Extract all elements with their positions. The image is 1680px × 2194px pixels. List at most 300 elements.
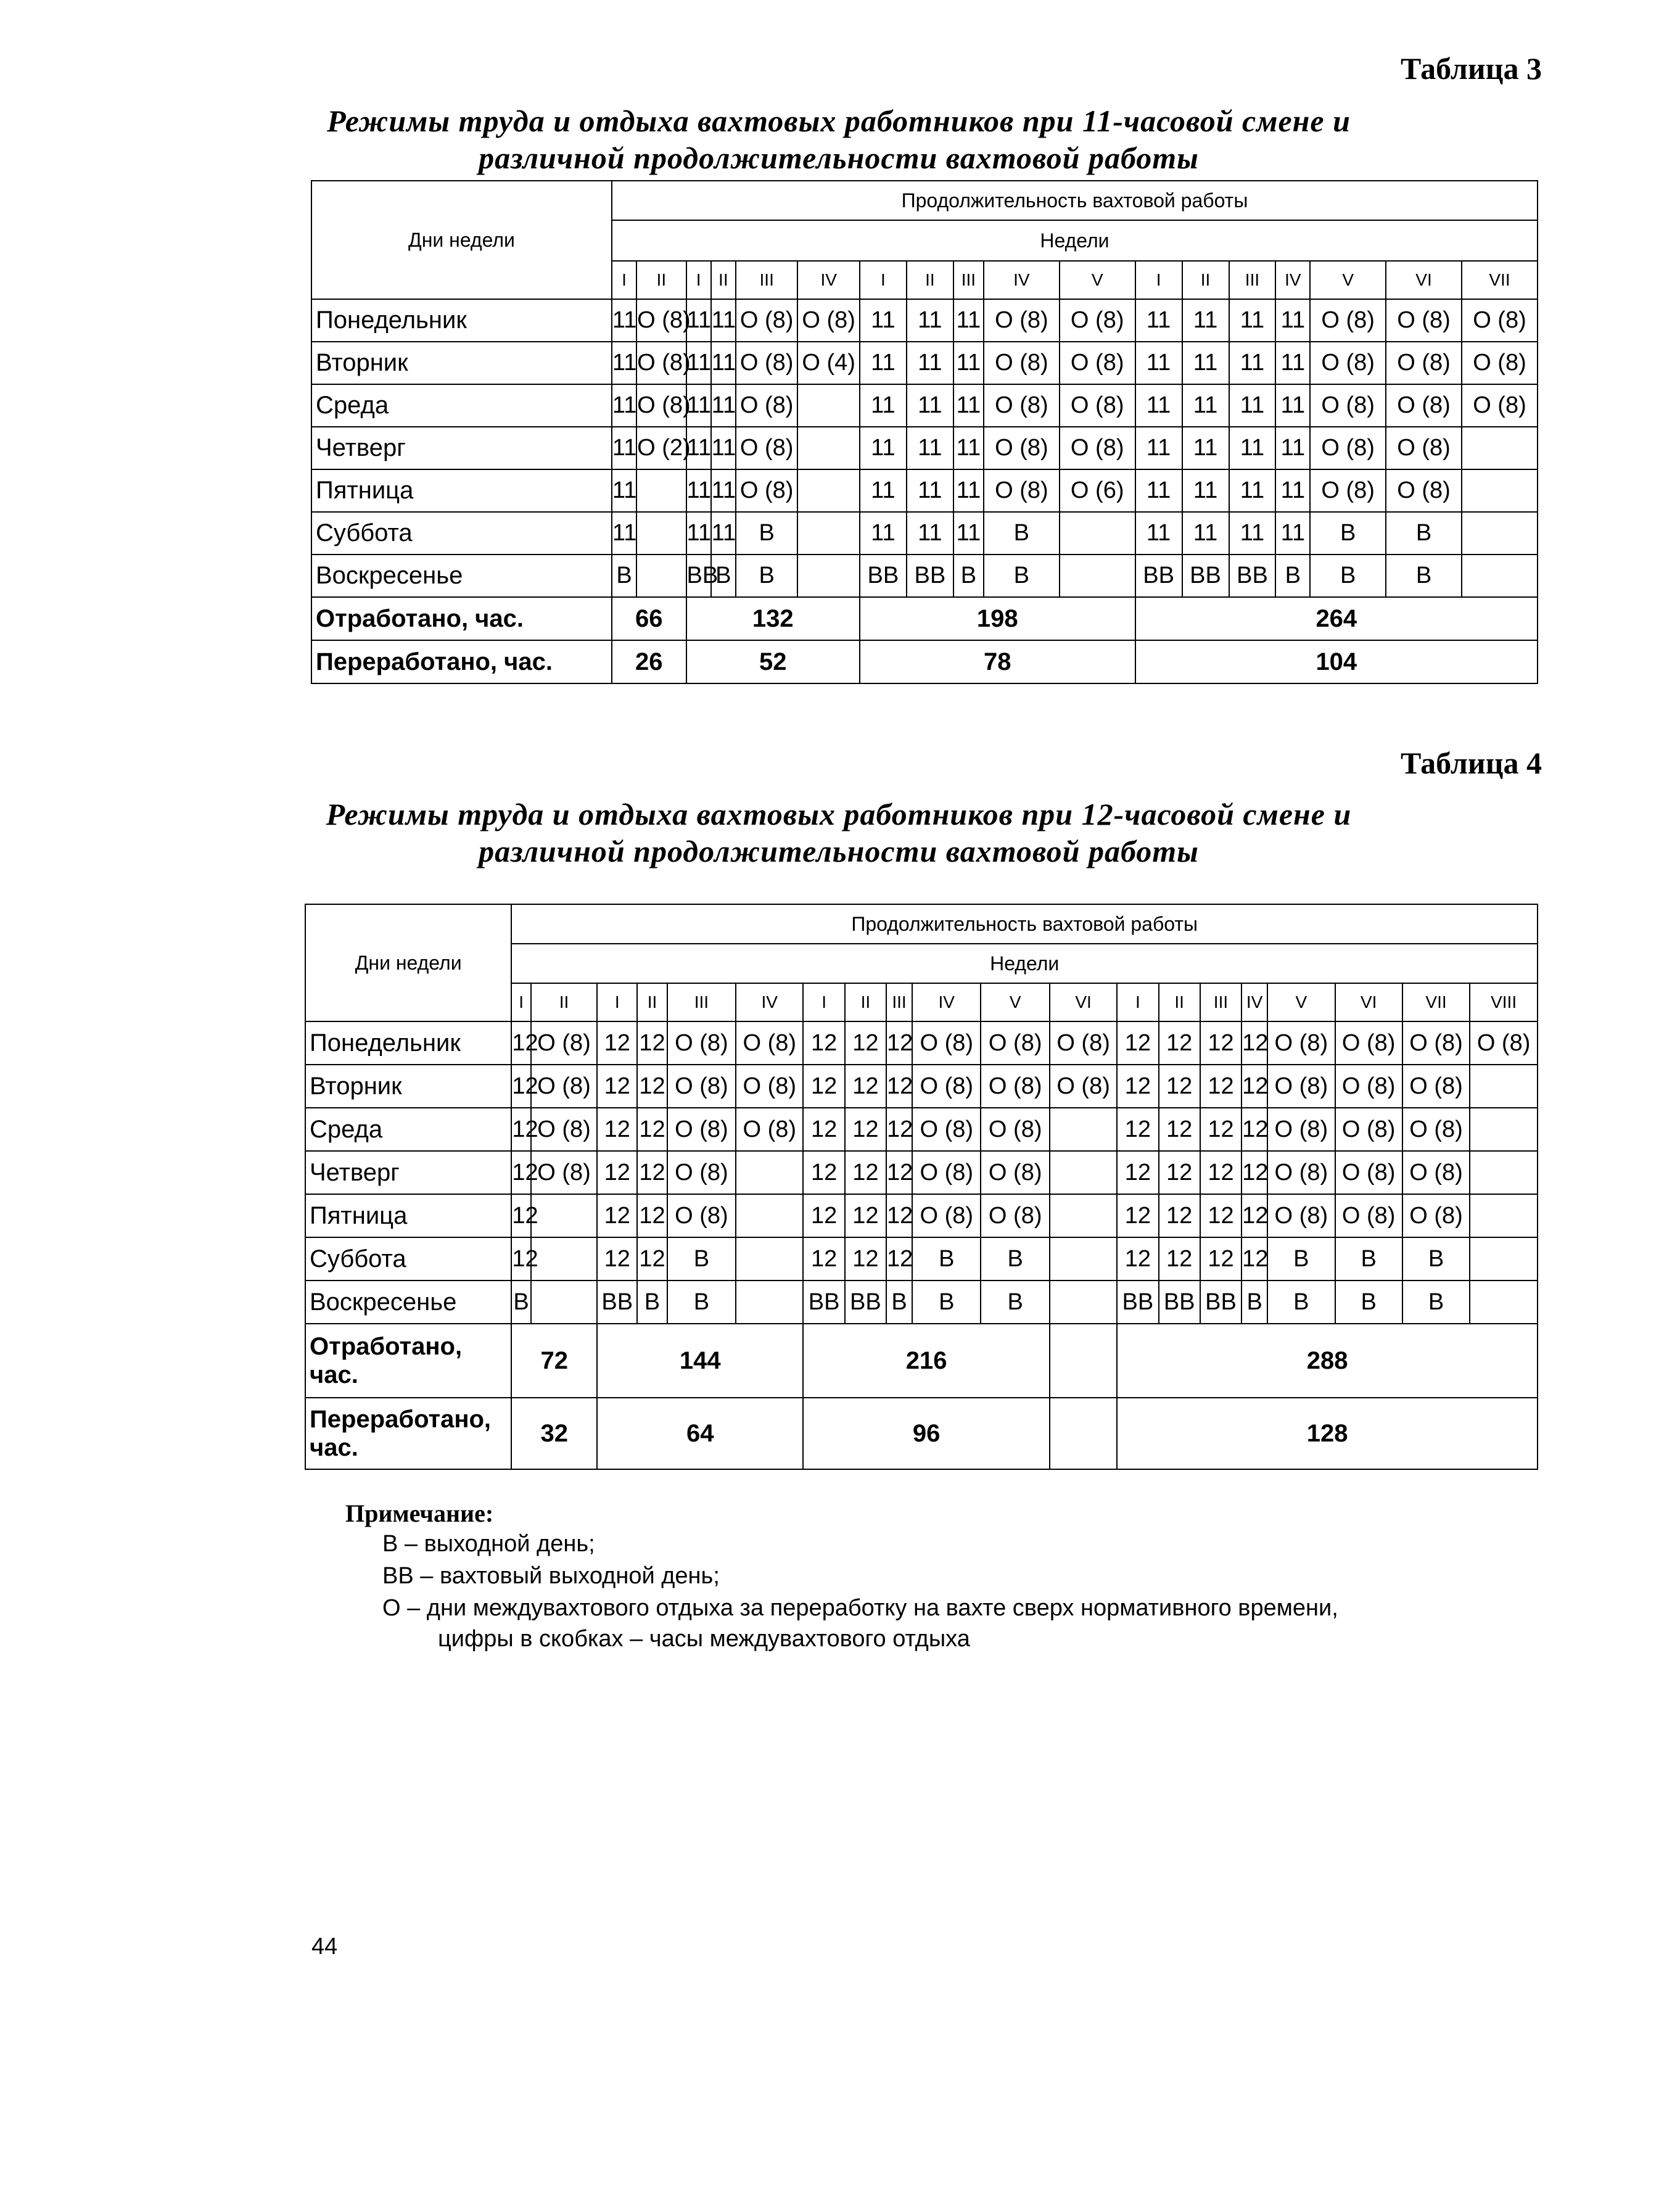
table4-schedule-cell: О (8) (531, 1151, 597, 1194)
table4-duration-header: Продолжительность вахтовой работы (511, 904, 1538, 944)
table4-schedule-cell (1050, 1108, 1117, 1151)
table3-schedule-cell: В (1310, 512, 1386, 555)
table3-schedule-cell: 11 (953, 427, 984, 469)
table4-schedule-cell: О (8) (1335, 1065, 1402, 1108)
table3-overworked-total: 52 (686, 640, 860, 683)
table4-schedule-cell: ВВ (1200, 1281, 1241, 1324)
table4-weeks-header: Недели (511, 944, 1538, 983)
table3-schedule-cell: 11 (1182, 342, 1229, 384)
table3-schedule-cell (1462, 427, 1538, 469)
table3-schedule-cell: О (8) (1060, 384, 1135, 427)
table4-week-number: V (981, 983, 1049, 1021)
table3-schedule-cell: О (8) (636, 384, 686, 427)
table4-schedule-cell: О (8) (1050, 1065, 1117, 1108)
table4-schedule-cell (1470, 1108, 1538, 1151)
table3-day-row (311, 342, 1538, 384)
table4-schedule-cell: В (1241, 1281, 1267, 1324)
table4-schedule-cell: 12 (886, 1237, 912, 1281)
note-line: О – дни междувахтового отдыха за переработку на вахте сверх нормативного времени, (382, 1595, 1338, 1621)
table3-week-number: IV (984, 261, 1060, 299)
table4-title-line2: различной продолжительности вахтовой работы (479, 834, 1199, 868)
table4-schedule-cell (1470, 1237, 1538, 1281)
table3-schedule-cell: 11 (612, 342, 636, 384)
table4-schedule-cell: О (8) (1335, 1194, 1402, 1237)
table3-schedule-cell: 11 (1229, 469, 1276, 512)
table4-schedule-cell: 12 (597, 1108, 637, 1151)
table4-schedule-cell: 12 (1200, 1194, 1241, 1237)
table4-schedule-cell: 12 (511, 1151, 531, 1194)
table3-schedule-cell: ВВ (1229, 555, 1276, 597)
table3-schedule-cell: 11 (907, 469, 953, 512)
table3-day-row (311, 427, 1538, 469)
table4-schedule-cell: В (981, 1237, 1049, 1281)
table3-worked-total: 132 (686, 597, 860, 640)
table4-schedule-cell: 12 (886, 1151, 912, 1194)
table3-schedule-cell (1462, 512, 1538, 555)
table3-schedule-cell: 11 (612, 384, 636, 427)
table4-worked-total: 216 (803, 1324, 1049, 1398)
table4-schedule-cell: ВВ (845, 1281, 886, 1324)
table3-day-row (311, 299, 1538, 342)
table4-day-name: Четверг (305, 1151, 511, 1194)
table4-schedule-cell: 12 (1241, 1151, 1267, 1194)
table3-label: Таблица 3 (1400, 51, 1542, 86)
table3-schedule-cell: 11 (1182, 469, 1229, 512)
table3-schedule-cell: 11 (1229, 427, 1276, 469)
table4-schedule-cell: В (1402, 1237, 1470, 1281)
table4-day-name: Понедельник (305, 1021, 511, 1065)
table4-schedule-cell: В (1335, 1281, 1402, 1324)
table3-schedule-cell: 11 (860, 469, 907, 512)
table4-schedule-cell: О (8) (1267, 1021, 1335, 1065)
table3-schedule-cell: О (8) (1310, 469, 1386, 512)
table4-schedule-cell: 12 (1241, 1021, 1267, 1065)
table3-schedule-cell: 11 (686, 512, 711, 555)
table4-day-name: Среда (305, 1108, 511, 1151)
table3-schedule-cell: 11 (860, 342, 907, 384)
table4-schedule-cell: 12 (803, 1237, 844, 1281)
table4-overworked-total: 64 (597, 1398, 803, 1469)
table3-schedule-cell: 11 (711, 469, 736, 512)
table4-schedule-cell: ВВ (597, 1281, 637, 1324)
table3-schedule-cell: В (1310, 555, 1386, 597)
table4-schedule-cell: 12 (1159, 1108, 1200, 1151)
table3-schedule-cell: В (984, 555, 1060, 597)
table4-day-row (305, 1021, 1538, 1065)
table4-schedule-cell: 12 (511, 1021, 531, 1065)
table4-week-number: IV (1241, 983, 1267, 1021)
table3-duration-header: Продолжительность вахтовой работы (612, 181, 1538, 220)
table3-schedule-cell: 11 (1182, 512, 1229, 555)
table4-schedule-cell: 12 (597, 1194, 637, 1237)
table3-schedule-cell: 11 (907, 299, 953, 342)
table3-schedule-cell: 11 (711, 342, 736, 384)
table3-title (308, 102, 1369, 176)
table4-schedule-cell: О (8) (1402, 1194, 1470, 1237)
table4-overworked-total: 96 (803, 1398, 1049, 1469)
table3-schedule-cell: 11 (686, 427, 711, 469)
table3-day-row (311, 384, 1538, 427)
table4-schedule-cell: 12 (803, 1151, 844, 1194)
table4-schedule-cell: 12 (845, 1021, 886, 1065)
table4-schedule-cell: О (8) (667, 1151, 736, 1194)
table3-day-row (311, 512, 1538, 555)
table3-schedule-cell (636, 555, 686, 597)
table3-schedule-cell: О (8) (1386, 342, 1462, 384)
table3-schedule-cell: 11 (1229, 384, 1276, 427)
table4-week-number: I (511, 983, 531, 1021)
table4-schedule-cell (1050, 1237, 1117, 1281)
table3-schedule-cell: О (8) (736, 299, 798, 342)
table3-week-number: I (860, 261, 907, 299)
table3-schedule-cell: О (8) (1310, 299, 1386, 342)
table3-week-number: VII (1462, 261, 1538, 299)
table3-schedule-cell: В (984, 512, 1060, 555)
table4-schedule-cell: 12 (637, 1065, 667, 1108)
table3-schedule-cell: 11 (1275, 427, 1310, 469)
table4-schedule-cell: 12 (637, 1021, 667, 1065)
table3-week-number: III (953, 261, 984, 299)
table3-day-name: Четверг (311, 427, 612, 469)
table3-schedule-cell: О (8) (1386, 299, 1462, 342)
table3-schedule-cell: О (8) (1462, 384, 1538, 427)
table3-schedule-cell: 11 (1275, 512, 1310, 555)
table3-schedule-cell: 11 (686, 469, 711, 512)
table3-schedule-cell: 11 (1229, 342, 1276, 384)
table3-week-number: V (1060, 261, 1135, 299)
table4-schedule-cell: 12 (511, 1108, 531, 1151)
table4-schedule-cell: В (1267, 1237, 1335, 1281)
table3-schedule-cell: ВВ (1182, 555, 1229, 597)
table3-week-number: II (907, 261, 953, 299)
table3-overworked-row (311, 640, 1538, 683)
table4-schedule-cell: 12 (1241, 1108, 1267, 1151)
table4-schedule-cell: 12 (845, 1108, 886, 1151)
table3-schedule-cell: О (8) (736, 342, 798, 384)
table4-schedule-cell (736, 1194, 803, 1237)
table4-schedule-cell: 12 (637, 1151, 667, 1194)
table3-schedule-cell: 11 (860, 427, 907, 469)
table4-title-line1: Режимы труда и отдыха вахтовых работников при 12-часовой смене и (326, 797, 1352, 831)
table4-schedule-cell: О (8) (1267, 1065, 1335, 1108)
table4-schedule-cell: О (8) (531, 1108, 597, 1151)
table4-days-header: Дни недели (305, 904, 511, 1021)
table3-schedule-cell: 11 (953, 299, 984, 342)
table3-week-number: I (612, 261, 636, 299)
table4-schedule-cell: О (8) (912, 1151, 981, 1194)
table4-schedule-cell: О (8) (667, 1065, 736, 1108)
table3-schedule-cell: О (8) (1462, 299, 1538, 342)
table4-schedule-cell: О (8) (1402, 1021, 1470, 1065)
table4-schedule-cell: 12 (1241, 1194, 1267, 1237)
table3-schedule-cell: В (736, 512, 798, 555)
table3-schedule-cell: В (1386, 512, 1462, 555)
table4-schedule-cell (1470, 1065, 1538, 1108)
table4-week-number: II (637, 983, 667, 1021)
table3-days-header: Дни недели (311, 181, 612, 299)
table4-week-number: IV (912, 983, 981, 1021)
table3-schedule-cell: О (8) (736, 384, 798, 427)
table3-schedule-cell: О (8) (636, 342, 686, 384)
table3-schedule-cell: О (8) (984, 427, 1060, 469)
table3-schedule-cell: 11 (1135, 384, 1182, 427)
table4-schedule-cell (531, 1237, 597, 1281)
table3-schedule-cell: 11 (1135, 512, 1182, 555)
table4-worked-total: 144 (597, 1324, 803, 1398)
table4-schedule-cell: ВВ (1159, 1281, 1200, 1324)
table4-schedule-cell: 12 (845, 1194, 886, 1237)
table4-schedule-cell: О (8) (1050, 1021, 1117, 1065)
table4-schedule-cell: О (8) (736, 1108, 803, 1151)
table4-schedule-cell: В (1402, 1281, 1470, 1324)
table3-schedule-cell (1060, 512, 1135, 555)
table4-day-row (305, 1108, 1538, 1151)
table3-schedule-cell (797, 384, 860, 427)
table4-schedule-cell: 12 (511, 1065, 531, 1108)
table3-schedule-cell: 11 (953, 342, 984, 384)
table4-week-number: III (667, 983, 736, 1021)
note-line: цифры в скобках – часы междувахтового отдыха (438, 1626, 970, 1652)
table4-schedule-cell: 12 (1200, 1151, 1241, 1194)
table3-schedule-cell (1060, 555, 1135, 597)
table4-day-row (305, 1065, 1538, 1108)
table4-schedule-cell: В (912, 1237, 981, 1281)
table3-schedule-cell: В (1275, 555, 1310, 597)
table3-weeks-header: Недели (612, 220, 1538, 261)
table4-day-row (305, 1237, 1538, 1281)
table4-schedule-cell: 12 (803, 1108, 844, 1151)
table4-schedule-cell: ВВ (1117, 1281, 1158, 1324)
table4-schedule-cell: 12 (597, 1237, 637, 1281)
table4-schedule-cell: В (912, 1281, 981, 1324)
table3-worked-row (311, 597, 1538, 640)
table3-schedule-cell: 11 (1182, 427, 1229, 469)
table4-schedule-cell: 12 (1117, 1108, 1158, 1151)
table3-week-number: II (1182, 261, 1229, 299)
table3-schedule-cell: 11 (612, 299, 636, 342)
table3-schedule-cell: О (2) (636, 427, 686, 469)
table3-schedule-cell: О (8) (1310, 427, 1386, 469)
table4-schedule-cell: О (8) (667, 1108, 736, 1151)
table4-schedule-cell: О (8) (981, 1021, 1049, 1065)
table4-schedule-cell: 12 (1159, 1151, 1200, 1194)
table3-schedule-cell: 11 (711, 512, 736, 555)
table4-schedule-cell: 12 (1200, 1065, 1241, 1108)
table3-schedule-cell: 11 (860, 384, 907, 427)
table4-schedule-cell: ВВ (803, 1281, 844, 1324)
table3-week-number: IV (1275, 261, 1310, 299)
table4-schedule-cell: О (8) (531, 1021, 597, 1065)
table3-day-name: Суббота (311, 512, 612, 555)
table4-week-number: IV (736, 983, 803, 1021)
table3-schedule-cell: О (8) (984, 469, 1060, 512)
table3-schedule-cell: О (8) (797, 299, 860, 342)
table4-schedule-cell: О (8) (1267, 1108, 1335, 1151)
table4-schedule-cell: 12 (1159, 1065, 1200, 1108)
table3-overworked-total: 104 (1135, 640, 1538, 683)
table3-schedule-cell (797, 469, 860, 512)
table4-schedule-cell: О (8) (981, 1108, 1049, 1151)
table4-schedule-cell: 12 (597, 1065, 637, 1108)
table4-week-number: II (1159, 983, 1200, 1021)
table3-schedule-cell: 11 (907, 512, 953, 555)
table4-schedule-cell (736, 1281, 803, 1324)
table4-schedule-cell: О (8) (1267, 1194, 1335, 1237)
table3-schedule-cell: О (8) (736, 469, 798, 512)
table3-overworked-label: Переработано, час. (311, 640, 612, 683)
table3-week-number: II (636, 261, 686, 299)
table4 (305, 904, 1538, 1470)
table4-schedule-cell: О (8) (981, 1194, 1049, 1237)
table3-schedule-cell: 11 (1275, 342, 1310, 384)
table3-title-line1: Режимы труда и отдыха вахтовых работников при 11-часовой смене и (327, 104, 1351, 138)
note-line: В – выходной день; (382, 1531, 595, 1557)
table3-schedule-cell: 11 (907, 427, 953, 469)
table4-worked-label: Отработано, час. (305, 1324, 511, 1398)
table4-schedule-cell (1470, 1194, 1538, 1237)
table4-week-number: III (886, 983, 912, 1021)
table3-day-name: Среда (311, 384, 612, 427)
table3-schedule-cell: О (8) (1310, 384, 1386, 427)
table3-schedule-cell: О (8) (1060, 299, 1135, 342)
table4-schedule-cell: О (8) (736, 1065, 803, 1108)
table3-schedule-cell: О (4) (797, 342, 860, 384)
table3-schedule-cell: 11 (1135, 342, 1182, 384)
table4-schedule-cell: О (8) (912, 1194, 981, 1237)
table4-schedule-cell: 12 (637, 1194, 667, 1237)
table3-schedule-cell: 11 (953, 512, 984, 555)
table3-day-name: Воскресенье (311, 555, 612, 597)
table4-schedule-cell: В (511, 1281, 531, 1324)
table3-worked-label: Отработано, час. (311, 597, 612, 640)
table4-week-number: I (803, 983, 844, 1021)
table3-day-name: Понедельник (311, 299, 612, 342)
table3-schedule-cell: 11 (1229, 299, 1276, 342)
table4-week-number: III (1200, 983, 1241, 1021)
table3-schedule-cell: 11 (1275, 299, 1310, 342)
table4-schedule-cell: 12 (637, 1237, 667, 1281)
table4-week-number: I (1117, 983, 1158, 1021)
table3-schedule-cell (797, 512, 860, 555)
table4-worked-total: 288 (1117, 1324, 1538, 1398)
table4-overworked-label: Переработано, час. (305, 1398, 511, 1469)
table3-schedule-cell: 11 (711, 299, 736, 342)
table4-schedule-cell: О (8) (1402, 1065, 1470, 1108)
table4-worked-empty-cell (1050, 1324, 1117, 1398)
table4-week-number: V (1267, 983, 1335, 1021)
table3-schedule-cell: ВВ (907, 555, 953, 597)
table3-schedule-cell: 11 (953, 384, 984, 427)
table3-schedule-cell: О (6) (1060, 469, 1135, 512)
table4-schedule-cell: О (8) (912, 1065, 981, 1108)
table4-schedule-cell (531, 1281, 597, 1324)
table4-schedule-cell: 12 (1117, 1021, 1158, 1065)
table4-schedule-cell: 12 (1117, 1065, 1158, 1108)
table4-overworked-row (305, 1398, 1538, 1469)
table4-schedule-cell: 12 (597, 1021, 637, 1065)
table4-schedule-cell: 12 (511, 1237, 531, 1281)
table4-schedule-cell: 12 (1241, 1065, 1267, 1108)
table4-schedule-cell: 12 (845, 1065, 886, 1108)
note-title: Примечание: (345, 1499, 494, 1527)
table4-day-name: Воскресенье (305, 1281, 511, 1324)
table4-schedule-cell: 12 (803, 1021, 844, 1065)
table3-schedule-cell: В (736, 555, 798, 597)
table4-week-number: VII (1402, 983, 1470, 1021)
table4-schedule-cell: О (8) (1470, 1021, 1538, 1065)
table4-schedule-cell: 12 (886, 1021, 912, 1065)
table3-schedule-cell: 11 (711, 427, 736, 469)
table3-schedule-cell: 11 (612, 427, 636, 469)
table3-schedule-cell: 11 (1135, 299, 1182, 342)
table3-week-number: I (686, 261, 711, 299)
note-line: ВВ – вахтовый выходной день; (382, 1563, 720, 1589)
table4-week-number: II (845, 983, 886, 1021)
table3-schedule-cell (1462, 469, 1538, 512)
table4-schedule-cell: 12 (597, 1151, 637, 1194)
table3-schedule-cell (636, 512, 686, 555)
table3-day-name: Пятница (311, 469, 612, 512)
table3-schedule-cell: 11 (907, 342, 953, 384)
table3-overworked-total: 26 (612, 640, 686, 683)
table3-schedule-cell: О (8) (984, 299, 1060, 342)
table3-schedule-cell: В (1386, 555, 1462, 597)
table3-week-number: II (711, 261, 736, 299)
table4-schedule-cell (531, 1194, 597, 1237)
table4-schedule-cell (1050, 1194, 1117, 1237)
table4-schedule-cell: 12 (1200, 1108, 1241, 1151)
table4-day-name: Вторник (305, 1065, 511, 1108)
table4-schedule-cell: 12 (1200, 1237, 1241, 1281)
table4-week-number: VI (1050, 983, 1117, 1021)
table4-schedule-cell: О (8) (1335, 1108, 1402, 1151)
table4-schedule-cell: 12 (1200, 1021, 1241, 1065)
table4-schedule-cell: 12 (886, 1065, 912, 1108)
table3-week-number: III (736, 261, 798, 299)
table4-schedule-cell: В (981, 1281, 1049, 1324)
table3 (311, 180, 1538, 684)
page-number: 44 (311, 1934, 338, 1960)
table3-schedule-cell: 11 (953, 469, 984, 512)
table4-schedule-cell: 12 (1241, 1237, 1267, 1281)
table4-schedule-cell (1470, 1281, 1538, 1324)
table3-schedule-cell: 11 (1229, 512, 1276, 555)
table3-schedule-cell: О (8) (984, 384, 1060, 427)
table4-schedule-cell: О (8) (1335, 1151, 1402, 1194)
table4-schedule-cell: В (637, 1281, 667, 1324)
table3-schedule-cell: 11 (1135, 427, 1182, 469)
table3-schedule-cell (1462, 555, 1538, 597)
table3-schedule-cell: 11 (1182, 299, 1229, 342)
table3-week-number: I (1135, 261, 1182, 299)
table4-schedule-cell: 12 (845, 1151, 886, 1194)
table3-schedule-cell: 11 (860, 512, 907, 555)
table3-schedule-cell: В (612, 555, 636, 597)
table3-schedule-cell: О (8) (1386, 469, 1462, 512)
table4-worked-total: 72 (511, 1324, 597, 1398)
table4-schedule-cell: 12 (803, 1065, 844, 1108)
table4-title (308, 796, 1369, 870)
table3-schedule-cell: 11 (907, 384, 953, 427)
table3-schedule-cell: О (8) (1386, 384, 1462, 427)
table4-schedule-cell: О (8) (1402, 1151, 1470, 1194)
table3-schedule-cell: О (8) (1462, 342, 1538, 384)
table4-schedule-cell: В (1267, 1281, 1335, 1324)
table3-day-name: Вторник (311, 342, 612, 384)
table3-schedule-cell: О (8) (1386, 427, 1462, 469)
table3-day-row (311, 555, 1538, 597)
table3-week-number: III (1229, 261, 1276, 299)
